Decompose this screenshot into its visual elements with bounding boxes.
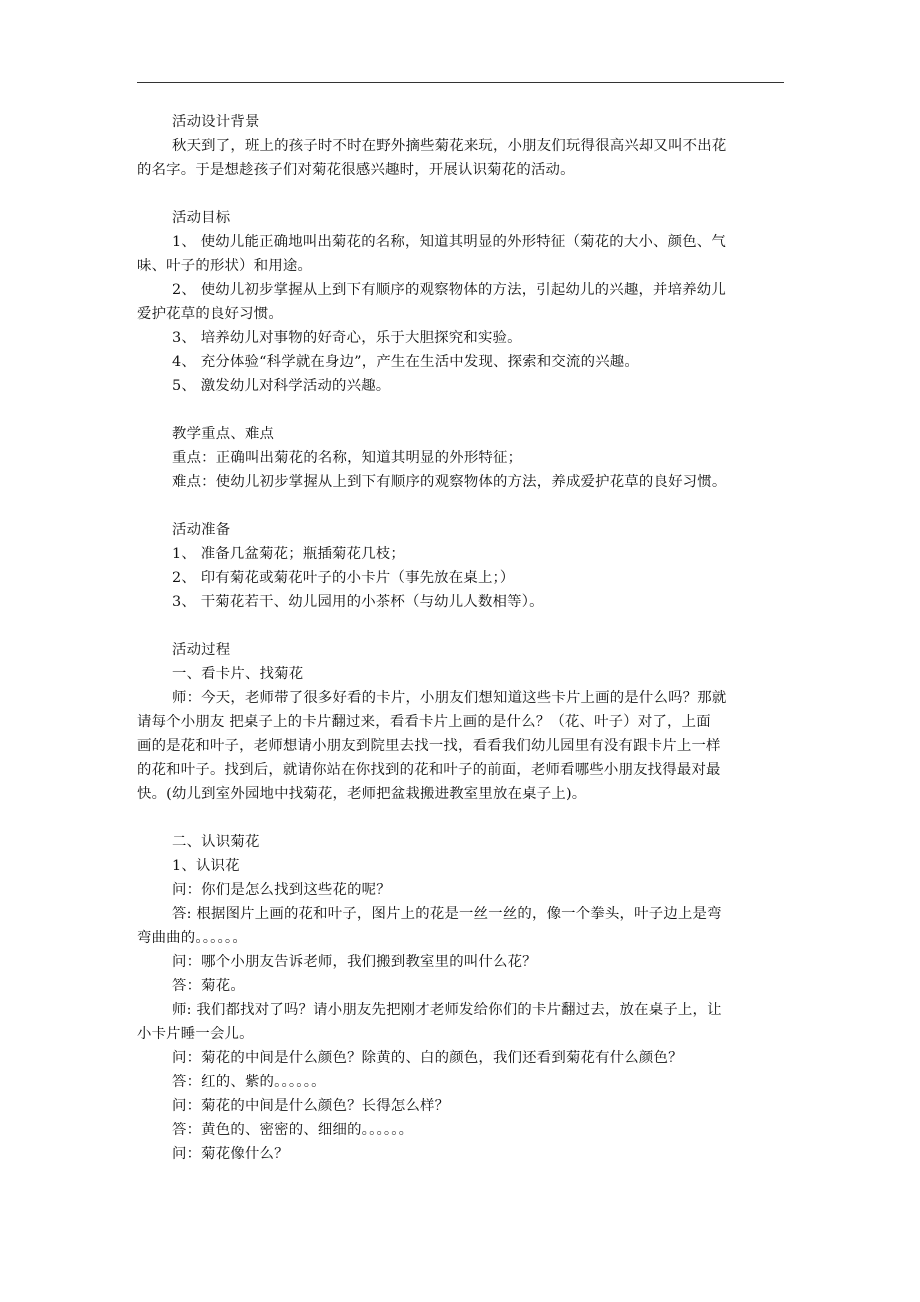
dialogue-line: 问：你们是怎么找到这些花的呢？ <box>172 882 391 898</box>
section-title-background: 活动设计背景 <box>172 114 260 130</box>
dialogue-line: 问：菊花像什么？ <box>172 1146 289 1162</box>
background-line-1: 秋天到了，班上的孩子时不时在野外摘些菊花来玩，小朋友们玩得很高兴却又叫不出花 <box>172 138 727 154</box>
goal-item-5: 5、 激发幼儿对科学活动的兴趣。 <box>172 378 391 394</box>
dialogue-line: 问：菊花的中间是什么颜色？长得怎么样？ <box>172 1098 450 1114</box>
goal-item-1: 1、 使幼儿能正确地叫出菊花的名称，知道其明显的外形特征（菊花的大小、颜色、气 <box>172 234 726 250</box>
header-rule <box>137 82 784 83</box>
dialogue-line-cont: 弯曲曲的。。。。。。 <box>137 930 247 946</box>
dialogue-line: 答: 根据图片上画的花和叶子，图片上的花是一丝一丝的，像一个拳头，叶子边上是弯 <box>172 906 722 922</box>
dialogue-line: 问：哪个小朋友告诉老师，我们搬到教室里的叫什么花？ <box>172 954 537 970</box>
process-part2-title: 二、认识菊花 <box>172 834 260 850</box>
dialogue-line: 师: 我们都找对了吗？请小朋友先把刚才老师发给你们的卡片翻过去，放在桌子上，让 <box>172 1002 722 1018</box>
process-part1-line-5: 快。(幼儿到室外园地中找菊花，老师把盆栽搬进教室里放在桌子上)。 <box>137 786 587 802</box>
dialogue-line: 答：红的、紫的。。。。。。 <box>172 1074 326 1090</box>
dialogue-line-cont: 小卡片睡一会儿。 <box>137 1026 254 1042</box>
section-title-process: 活动过程 <box>172 642 231 658</box>
prep-item-3: 3、 干菊花若干、幼儿园用的小茶杯（与幼儿人数相等）。 <box>172 594 544 610</box>
dialogue-line: 答：菊花。 <box>172 978 245 994</box>
goal-item-4: 4、 充分体验“科学就在身边”，产生在生活中发现、探索和交流的兴趣。 <box>172 354 639 370</box>
background-line-2: 的名字。于是想趁孩子们对菊花很感兴趣时，开展认识菊花的活动。 <box>137 162 575 178</box>
section-title-prep: 活动准备 <box>172 522 231 538</box>
keypoint-difficulty: 难点：使幼儿初步掌握从上到下有顺序的观察物体的方法，养成爱护花草的良好习惯。 <box>172 474 727 490</box>
section-title-goals: 活动目标 <box>172 210 231 226</box>
goal-item-2: 2、 使幼儿初步掌握从上到下有顺序的观察物体的方法，引起幼儿的兴趣，并培养幼儿 <box>172 282 726 298</box>
prep-item-2: 2、 印有菊花或菊花叶子的小卡片（事先放在桌上；） <box>172 570 515 586</box>
process-part2-subtitle: 1、认识花 <box>172 858 240 874</box>
process-part1-line-1: 师：今天，老师带了很多好看的卡片，小朋友们想知道这些卡片上画的是什么吗？那就 <box>172 690 727 706</box>
process-part1-line-2: 请每个小朋友 把桌子上的卡片翻过来，看看卡片上画的是什么？（花、叶子）对了，上面 <box>137 714 711 730</box>
prep-item-1: 1、 准备几盆菊花；瓶插菊花几枝； <box>172 546 405 562</box>
keypoint-focus: 重点：正确叫出菊花的名称，知道其明显的外形特征； <box>172 450 523 466</box>
goal-item-3: 3、 培养幼儿对事物的好奇心，乐于大胆探究和实验。 <box>172 330 522 346</box>
section-title-keypoints: 教学重点、难点 <box>172 426 275 442</box>
goal-item-2-cont: 爱护花草的良好习惯。 <box>137 306 283 322</box>
process-part1-title: 一、看卡片、找菊花 <box>172 666 304 682</box>
dialogue-line: 答：黄色的、密密的、细细的。。。。。。 <box>172 1122 414 1138</box>
process-part1-line-4: 的花和叶子。找到后，就请你站在你找到的花和叶子的前面，老师看哪些小朋友找得最对最 <box>137 762 721 778</box>
process-part1-line-3: 画的是花和叶子，老师想请小朋友到院里去找一找，看看我们幼儿园里有没有跟卡片上一样 <box>137 738 721 754</box>
dialogue-line: 问：菊花的中间是什么颜色？除黄的、白的颜色，我们还看到菊花有什么颜色？ <box>172 1050 683 1066</box>
document-body <box>137 110 785 1166</box>
goal-item-1-cont: 味、叶子的形状）和用途。 <box>137 258 313 274</box>
